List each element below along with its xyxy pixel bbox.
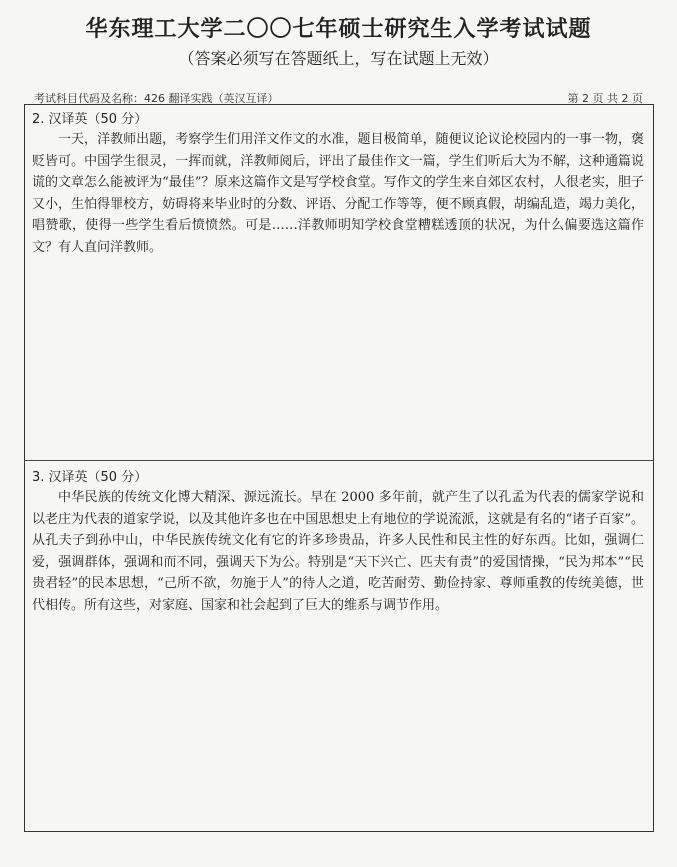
question-2-text: 一天，洋教师出题，考察学生们用洋文作文的水准，题目极简单，随便议论议论校园内的一事一物，褒贬皆可。中国学生很灵，一挥而就，洋教师阅后，评出了最佳作文一篇，学生们听后大为不解，这种通篇说谎的文章怎么能被评为“最佳”？原来这篇作文是写学校食堂。写作文的学生来自郊区农村，人很老实，胆子又小，生怕得罪校方，妨碍将来毕业时的分数、评语、分配工作等等，便不顾真假，胡编乱造，竭力美化，唱赞歌，使得一些学生看后愤愤然。可是……洋教师明知学校食堂糟糕透顶的状况，为什么偏要选这篇作文？有人直问洋教师。	[32, 132, 644, 255]
question-2	[32, 108, 644, 259]
subject-label: 考试科目代码及名称：426 翻译实践（英汉互译）	[34, 92, 279, 105]
page-subtitle: （答案必须写在答题纸上，写在试题上无效）	[178, 49, 499, 68]
question-3-heading: 3. 汉译英（50 分）	[32, 470, 148, 485]
question-3	[32, 466, 644, 617]
question-3-text: 中华民族的传统文化博大精深、源远流长。早在 2000 多年前，就产生了以孔孟为代表的儒家学说和以老庄为代表的道家学说，以及其他许多也在中国思想史上有地位的学说流派，这就是有名的“诸子百家”。从孔夫子到孙中山，中华民族传统文化有它的许多珍贵品，许多人民性和民主性的好东西。比如，强调仁爱，强调群体，强调和而不同，强调天下为公。特别是“天下兴亡、匹夫有责”的爱国情操，“民为邦本”“民贵君轻”的民本思想，“己所不欲，勿施于人”的待人之道，吃苦耐劳、勤俭持家、尊师重教的传统美德，世代相传。所有这些，对家庭、国家和社会起到了巨大的维系与调节作用。	[32, 490, 644, 613]
page-title: 华东理工大学二〇〇七年硕士研究生入学考试试题	[85, 16, 592, 42]
question-2-heading: 2. 汉译英（50 分）	[32, 112, 148, 127]
section-divider	[24, 460, 654, 461]
page-number: 第 2 页 共 2 页	[567, 92, 643, 105]
